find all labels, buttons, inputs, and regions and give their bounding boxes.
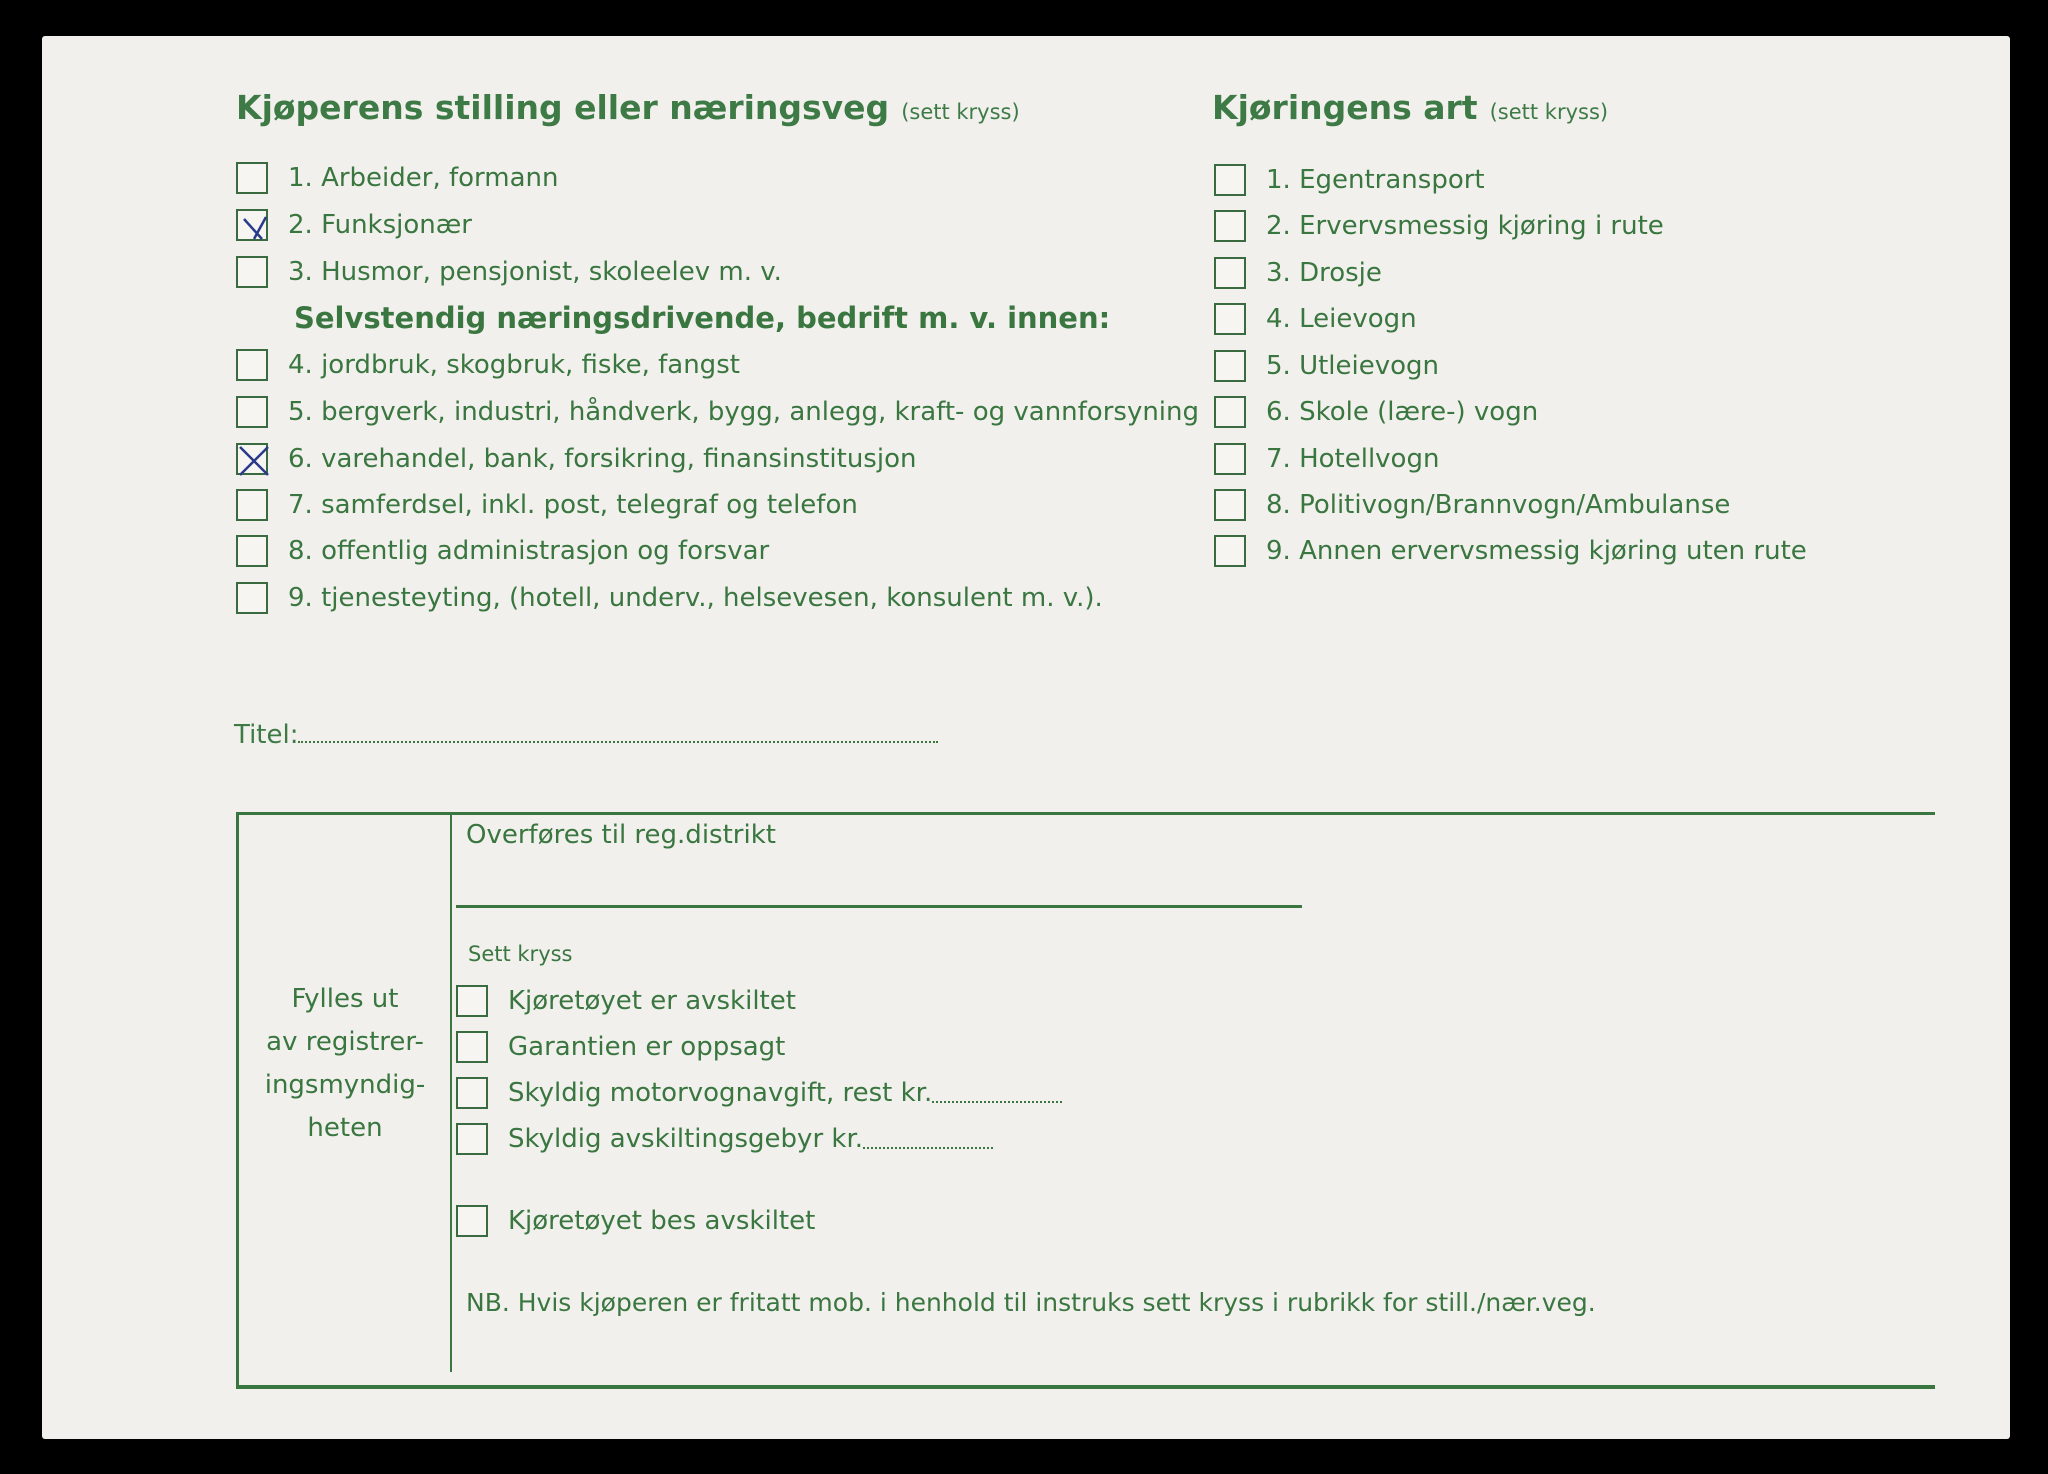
box-divider xyxy=(450,812,452,1372)
occupation-option-6[interactable] xyxy=(236,441,916,477)
driving-option-7[interactable] xyxy=(1214,441,1439,477)
checkbox-checked[interactable] xyxy=(236,209,268,241)
option-label: Skyldig motorvognavgift, rest kr. xyxy=(508,1078,933,1108)
option-label: 8. Politivogn/Brannvogn/Ambulanse xyxy=(1266,490,1731,520)
box-option-motorvognavgift[interactable] xyxy=(456,1075,1062,1111)
option-label: 7. Hotellvogn xyxy=(1266,444,1440,474)
option-label: 4. jordbruk, skogbruk, fiske, fangst xyxy=(288,350,740,380)
option-label: 1. Arbeider, formann xyxy=(288,163,559,193)
driving-option-5[interactable] xyxy=(1214,348,1439,384)
checkbox[interactable] xyxy=(1214,350,1246,382)
driving-type-heading xyxy=(1212,88,1608,127)
checkbox[interactable] xyxy=(456,1031,488,1063)
driving-option-1[interactable] xyxy=(1214,162,1485,198)
option-label: 4. Leievogn xyxy=(1266,304,1417,334)
occupation-option-8[interactable] xyxy=(236,533,769,569)
box-option-avskiltet[interactable] xyxy=(456,983,796,1019)
driving-option-4[interactable] xyxy=(1214,301,1417,337)
option-label: 6. varehandel, bank, forsikring, finansinstitusjon xyxy=(288,444,917,474)
checkbox[interactable] xyxy=(1214,164,1246,196)
x-mark-icon xyxy=(236,443,272,479)
option-label: 9. Annen ervervsmessig kjøring uten rute xyxy=(1266,536,1807,566)
option-label: 2. Ervervsmessig kjøring i rute xyxy=(1266,211,1664,241)
self-employed-subheading: Selvstendig næringsdrivende, bedrift m. v. innen: xyxy=(294,301,1111,335)
label-line: ingsmyndig- xyxy=(264,1070,426,1100)
checkbox[interactable] xyxy=(456,985,488,1017)
checkbox[interactable] xyxy=(236,489,268,521)
checkbox[interactable] xyxy=(456,1123,488,1155)
occupation-option-7[interactable] xyxy=(236,487,858,523)
box-option-bes-avskiltet[interactable] xyxy=(456,1203,815,1239)
option-label: 9. tjenesteyting, (hotell, underv., helsevesen, konsulent m. v.). xyxy=(288,583,1103,613)
option-label: 5. bergverk, industri, håndverk, bygg, anlegg, kraft- og vannforsyning xyxy=(288,397,1200,427)
checkbox[interactable] xyxy=(1214,257,1246,289)
fill-by-authority-label xyxy=(240,978,450,1150)
checkbox[interactable] xyxy=(1214,443,1246,475)
checkbox[interactable] xyxy=(1214,303,1246,335)
option-label: 8. offentlig administrasjon og forsvar xyxy=(288,536,770,566)
occupation-option-9[interactable] xyxy=(236,580,1103,616)
checkbox[interactable] xyxy=(236,535,268,567)
amount-dotted-line[interactable] xyxy=(932,1083,1062,1103)
option-label: Skyldig avskiltingsgebyr kr. xyxy=(508,1124,864,1154)
checkbox[interactable] xyxy=(236,162,268,194)
option-label: 6. Skole (lære-) vogn xyxy=(1266,397,1539,427)
title-field[interactable] xyxy=(234,720,938,750)
option-label: 3. Drosje xyxy=(1266,258,1382,288)
buyer-occupation-heading xyxy=(236,88,1020,127)
option-label: 3. Husmor, pensjonist, skoleelev m. v. xyxy=(288,257,782,287)
driving-option-9[interactable] xyxy=(1214,533,1807,569)
label-line: Fylles ut xyxy=(291,984,399,1014)
checkbox[interactable] xyxy=(236,349,268,381)
driving-option-3[interactable] xyxy=(1214,255,1382,291)
checkbox-checked[interactable] xyxy=(236,443,268,475)
occupation-option-1[interactable] xyxy=(236,160,559,196)
transfer-district-line[interactable] xyxy=(456,905,1302,908)
checkbox[interactable] xyxy=(236,256,268,288)
label-line: heten xyxy=(307,1113,383,1143)
occupation-option-2[interactable] xyxy=(236,207,472,243)
amount-dotted-line[interactable] xyxy=(863,1129,993,1149)
driving-option-2[interactable] xyxy=(1214,208,1664,244)
option-label: Garantien er oppsagt xyxy=(508,1032,786,1062)
checkbox[interactable] xyxy=(236,396,268,428)
option-label: 1. Egentransport xyxy=(1266,165,1485,195)
title-label: Titel: xyxy=(234,720,299,750)
pen-check-icon xyxy=(236,209,272,245)
option-label: 2. Funksjonær xyxy=(288,210,472,240)
occupation-option-4[interactable] xyxy=(236,347,740,383)
option-label: Kjøretøyet bes avskiltet xyxy=(508,1206,816,1236)
box-option-avskiltingsgebyr[interactable] xyxy=(456,1121,993,1157)
checkbox[interactable] xyxy=(1214,210,1246,242)
option-label: 5. Utleievogn xyxy=(1266,351,1440,381)
checkbox[interactable] xyxy=(456,1205,488,1237)
checkbox[interactable] xyxy=(456,1077,488,1109)
checkbox[interactable] xyxy=(1214,535,1246,567)
heading-text: Kjøperens stilling eller næringsveg xyxy=(236,88,890,127)
heading-note: (sett kryss) xyxy=(901,100,1020,124)
transfer-district-label: Overføres til reg.distrikt xyxy=(466,820,776,850)
checkbox[interactable] xyxy=(1214,489,1246,521)
box-option-garantien[interactable] xyxy=(456,1029,785,1065)
occupation-option-5[interactable] xyxy=(236,394,1199,430)
label-line: av registrer- xyxy=(266,1027,424,1057)
checkbox[interactable] xyxy=(236,582,268,614)
checkbox[interactable] xyxy=(1214,396,1246,428)
occupation-option-3[interactable] xyxy=(236,254,782,290)
nb-note: NB. Hvis kjøperen er fritatt mob. i henhold til instruks sett kryss i rubrikk for still./nær.veg. xyxy=(466,1288,1596,1317)
driving-option-8[interactable] xyxy=(1214,487,1730,523)
option-label: 7. samferdsel, inkl. post, telegraf og telefon xyxy=(288,490,858,520)
sett-kryss-label: Sett kryss xyxy=(468,942,573,966)
driving-option-6[interactable] xyxy=(1214,394,1538,430)
title-dotted-line[interactable] xyxy=(298,723,938,743)
option-label: Kjøretøyet er avskiltet xyxy=(508,986,796,1016)
heading-note: (sett kryss) xyxy=(1489,100,1609,124)
heading-text: Kjøringens art xyxy=(1212,88,1478,127)
